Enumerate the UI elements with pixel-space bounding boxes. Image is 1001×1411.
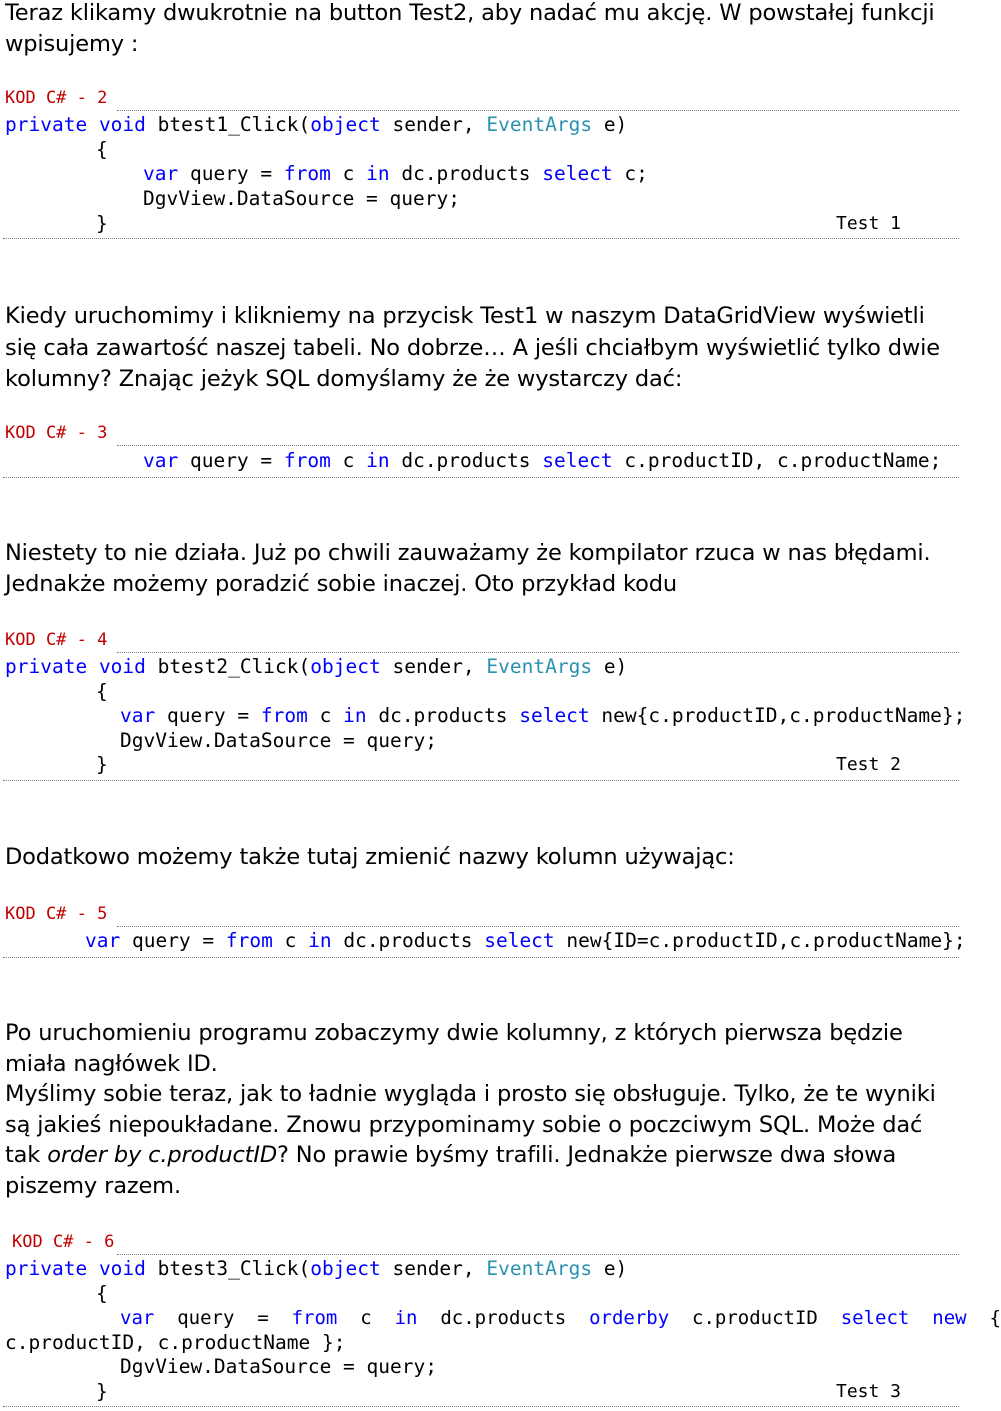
code-6-brace-open: { [96, 1282, 108, 1305]
code-4-line-3: var query = from c in dc.products select new{c.productID,c.productName}; [120, 704, 966, 727]
code-label-5: KOD C# - 5 [5, 904, 108, 924]
code-3-line-1: var query = from c in dc.products select c.productID, c.productName; [143, 449, 942, 472]
para2-line-3: kolumny? Znając jeżyk SQL domyślamy że że wystarczy dać: [5, 366, 683, 392]
intro-line-1: Teraz klikamy dwukrotnie na button Test2, aby nadać mu akcję. W powstałej funkcji [5, 0, 935, 26]
code-4-line-4: DgvView.DataSource = query; [120, 729, 437, 752]
para5-line-5: tak order by c.productID? No prawie byśmy trafili. Jednakże pierwsze dwa słowa [5, 1142, 897, 1168]
code-4-brace-open: { [96, 680, 108, 703]
code-rule-4 [117, 652, 959, 653]
code-4-caption: Test 2 [836, 754, 902, 775]
para5-line-1: Po uruchomieniu programu zobaczymy dwie kolumny, z których pierwsza będzie [5, 1020, 903, 1046]
code-2-brace-open: { [96, 138, 108, 161]
code-6-bottom-rule [3, 1406, 959, 1407]
code-6-caption: Test 3 [836, 1381, 902, 1402]
para3-line-1: Niestety to nie działa. Już po chwili zauważamy że kompilator rzuca w nas błędami. [5, 540, 931, 566]
code-label-3: KOD C# - 3 [5, 423, 108, 443]
code-6-brace-close: } [96, 1380, 108, 1403]
code-4-brace-close: } [96, 753, 108, 776]
intro-line-2: wpisujemy : [5, 31, 139, 57]
code-rule-2 [117, 110, 959, 111]
code-label-2: KOD C# - 2 [5, 88, 108, 108]
para5-line-3: Myślimy sobie teraz, jak to ładnie wygląda i prosto się obsługuje. Tylko, że te wyniki [5, 1081, 936, 1107]
code-2-brace-close: } [96, 212, 108, 235]
para5-line-6: piszemy razem. [5, 1173, 181, 1199]
code-6-line-1: private void btest3_Click(object sender, EventArgs e) [5, 1257, 628, 1280]
code-4-line-1: private void btest2_Click(object sender, EventArgs e) [5, 655, 628, 678]
code-2-line-3: var query = from c in dc.products select c; [143, 162, 648, 185]
code-2-line-1: private void btest1_Click(object sender, EventArgs e) [5, 113, 628, 136]
code-3-bottom-rule [3, 477, 959, 478]
para4-line-1: Dodatkowo możemy także tutaj zmienić nazwy kolumn używając: [5, 844, 735, 870]
para2-line-1: Kiedy uruchomimy i klikniemy na przycisk Test1 w naszym DataGridView wyświetli [5, 303, 925, 329]
code-6-line-4: c.productID, c.productName }; [5, 1331, 346, 1354]
code-2-caption: Test 1 [836, 213, 902, 234]
para2-line-2: się cała zawartość naszej tabeli. No dobrze… A jeśli chciałbym wyświetlić tylko dwie [5, 335, 940, 361]
code-5-line-1: var query = from c in dc.products select new{ID=c.productID,c.productName}; [85, 929, 966, 952]
inline-code-order-by: order by c.productID [47, 1142, 278, 1168]
code-rule-5 [117, 926, 959, 927]
code-label-6: KOD C# - 6 [12, 1232, 115, 1252]
code-2-bottom-rule [3, 238, 959, 239]
code-2-line-4: DgvView.DataSource = query; [143, 187, 460, 210]
para5-line-4: są jakieś niepoukładane. Znowu przypominamy sobie o poczciwym SQL. Może dać [5, 1112, 923, 1138]
code-rule-6 [117, 1254, 959, 1255]
code-label-4: KOD C# - 4 [5, 630, 108, 650]
code-5-bottom-rule [3, 957, 959, 958]
code-rule-3 [117, 445, 959, 446]
para3-line-2: Jednakże możemy poradzić sobie inaczej. Oto przykład kodu [5, 571, 677, 597]
code-4-bottom-rule [3, 780, 959, 781]
code-6-line-5: DgvView.DataSource = query; [120, 1355, 437, 1378]
para5-line-2: miała nagłówek ID. [5, 1051, 218, 1077]
code-6-line-3: var query = from c in dc.products orderby c.productID select new { [120, 1307, 1001, 1329]
